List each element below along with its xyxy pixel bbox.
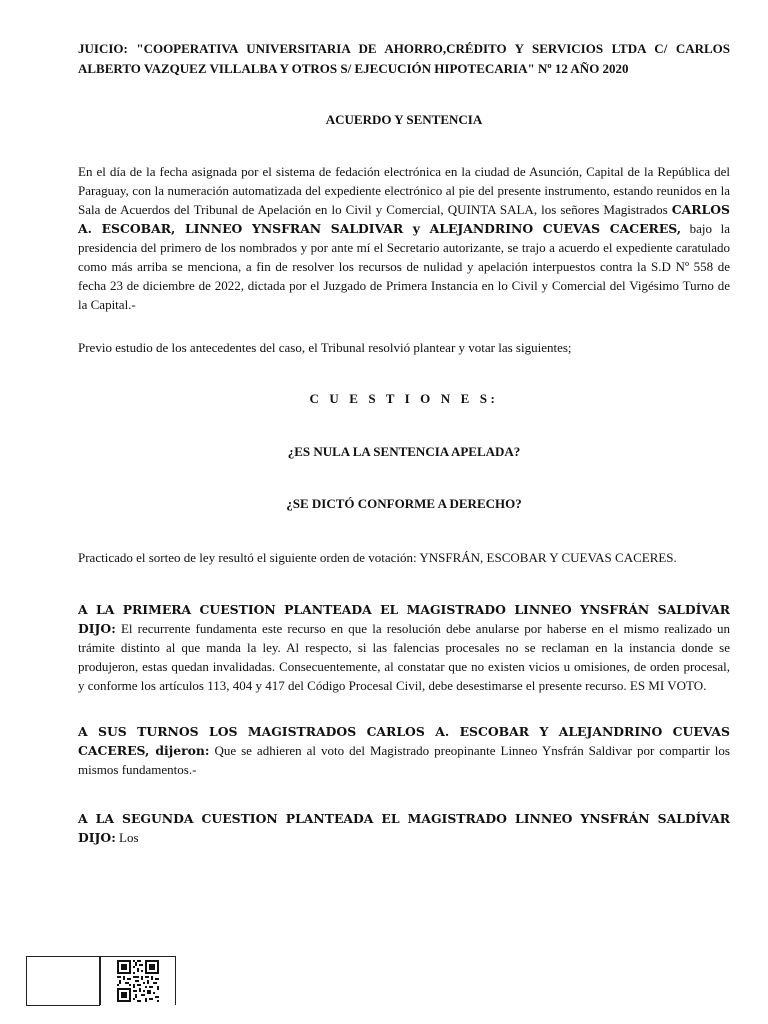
intro-magistrates: CARLOS A. ESCOBAR, LINNEO YNSFRAN SALDIVAR y ALEJANDRINO CUEVAS CACERES, bbox=[78, 202, 730, 236]
segunda-cuestion-paragraph bbox=[78, 809, 730, 847]
turnos-heading: A SUS TURNOS LOS MAGISTRADOS CARLOS A. ESCOBAR Y ALEJANDRINO CUEVAS CACERES, dijeron: bbox=[78, 724, 730, 758]
intro-paragraph bbox=[78, 162, 730, 314]
sorteo-paragraph: Practicado el sorteo de ley resultó el siguiente orden de votación: YNSFRÁN, ESCOBAR Y CUEVAS CACERES. bbox=[78, 550, 677, 565]
case-title: JUICIO: "COOPERATIVA UNIVERSITARIA DE AHORRO,CRÉDITO Y SERVICIOS LTDA C/ CARLOS ALBERTO VAZQUEZ VILLALBA Y OTROS S/ EJECUCIÓN HIPOTECARIA" Nº 12 AÑO 2020 bbox=[78, 41, 730, 76]
question-two: ¿SE DICTÓ CONFORME A DERECHO? bbox=[286, 496, 522, 511]
cuestiones-heading: C U E S T I O N E S: bbox=[309, 391, 499, 406]
turnos-paragraph bbox=[78, 722, 730, 779]
segunda-cuestion-body: Los bbox=[115, 830, 139, 845]
primera-cuestion-heading: A LA PRIMERA CUESTION PLANTEADA EL MAGISTRADO LINNEO YNSFRÁN SALDÍVAR DIJO: bbox=[78, 602, 730, 636]
signature-box bbox=[26, 956, 100, 1006]
primera-cuestion-paragraph bbox=[78, 600, 730, 695]
segunda-cuestion-heading: A LA SEGUNDA CUESTION PLANTEADA EL MAGISTRADO LINNEO YNSFRÁN SALDÍVAR DIJO: bbox=[78, 811, 730, 845]
acuerdo-heading: ACUERDO Y SENTENCIA bbox=[325, 112, 483, 127]
intro-text-part1: En el día de la fecha asignada por el sistema de fedación electrónica en la ciudad de Asunción, Capital de la República del Paraguay, con la numeración automatizada del expediente electrónico al pie del presente instrumento, estando reunidos en la Sala de Acuerdos del Tribunal de Apelación en lo Civil y Comercial, QUINTA SALA, los señores Magistrados bbox=[78, 164, 730, 217]
primera-cuestion-body: El recurrente fundamenta este recurso en que la resolución debe anularse por haberse en el mismo realizado un trámite distinto al que manda la ley. Al respecto, si las falencias procesales no se reclaman en la instancia donde se produjeron, estas quedan invalidadas. Consecuentemente, al constatar que no existen vicios u omisiones, de orden procesal, y conforme los artículos 113, 404 y 417 del Código Procesal Civil, debe desestimarse el presente recurso. ES MI VOTO. bbox=[78, 621, 730, 693]
turnos-body: Que se adhieren al voto del Magistrado preopinante Linneo Ynsfrán Saldivar por compartir los mismos fundamentos.- bbox=[78, 743, 730, 777]
intro-text-part2: bajo la presidencia del primero de los nombrados y por ante mí el Secretario autorizante, se trajo a acuerdo el expediente caratulado como más arriba se menciona, a fin de resolver los recursos de nulidad y apelación interpuestos contra la S.D Nº 558 de fecha 23 de diciembre de 2022, dictada por el Juzgado de Primera Instancia en lo Civil y Comercial del Vigésimo Turno de la Capital.- bbox=[78, 221, 731, 312]
qr-code-icon[interactable] bbox=[116, 960, 160, 1002]
previo-paragraph: Previo estudio de los antecedentes del caso, el Tribunal resolvió plantear y votar las siguientes; bbox=[78, 340, 572, 355]
question-one: ¿ES NULA LA SENTENCIA APELADA? bbox=[287, 444, 521, 459]
